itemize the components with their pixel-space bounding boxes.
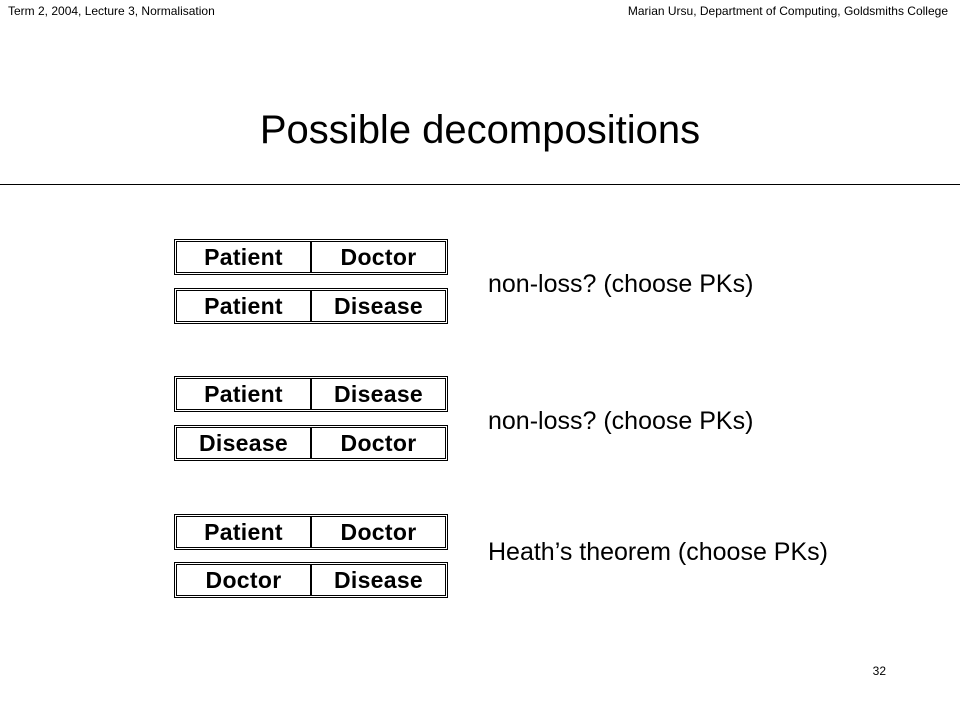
title-divider: [0, 184, 960, 185]
relation-attribute: Patient: [204, 380, 283, 407]
page-number: 32: [872, 664, 886, 678]
relation-attribute: Doctor: [310, 428, 445, 458]
relation-box: [176, 564, 446, 596]
decomposition-note: non-loss? (choose PKs): [488, 407, 754, 435]
relation-attribute: Patient: [204, 243, 283, 270]
relation-attribute: Patient: [204, 292, 283, 319]
relation-attribute: Disease: [198, 429, 289, 456]
relation-attribute: Doctor: [205, 566, 282, 593]
relation-attribute: Disease: [310, 379, 445, 409]
header-right: Marian Ursu, Department of Computing, Goldsmiths College: [627, 4, 948, 18]
relation-box: [176, 241, 446, 273]
relation-attribute: Disease: [310, 565, 445, 595]
decomposition-note: Heath’s theorem (choose PKs): [488, 538, 828, 566]
relation-box: [176, 427, 446, 459]
relation-box: [176, 378, 446, 410]
decomposition-note: non-loss? (choose PKs): [488, 270, 754, 298]
relation-box: [176, 290, 446, 322]
relation-attribute: Disease: [310, 291, 445, 321]
relation-attribute: Doctor: [310, 517, 445, 547]
relation-attribute: Doctor: [310, 242, 445, 272]
slide-title: Possible decompositions: [259, 108, 701, 152]
relation-attribute: Patient: [204, 518, 283, 545]
relation-box: [176, 516, 446, 548]
header-left: Term 2, 2004, Lecture 3, Normalisation: [8, 4, 215, 18]
